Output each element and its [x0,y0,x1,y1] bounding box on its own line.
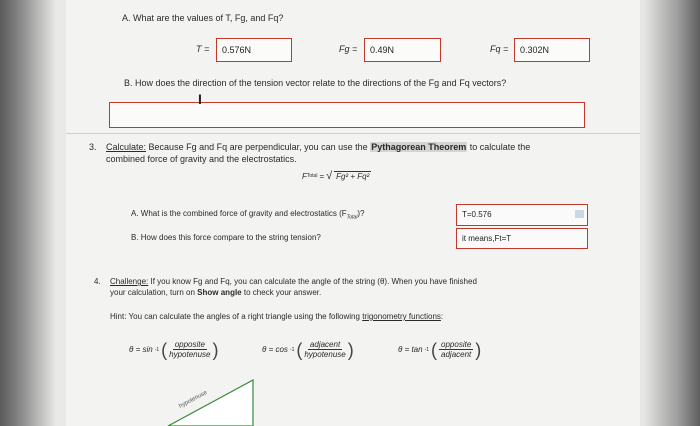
q3-line-1 [106,142,530,152]
q3-text-2: to calculate the [469,142,531,152]
force-compare-value: it means,Ft=T [462,234,512,243]
q3-text-1: Because Fg and Fq are perpendicular, you can use the [148,142,368,152]
t-value-field[interactable] [216,38,292,62]
q4-text-1: If you know Fg and Fq, you can calculate the angle of the string (θ). When you have finished [150,277,477,286]
triangle-diagram [150,378,260,426]
t-label: T = [196,44,210,54]
sin-num: opposite [174,340,205,349]
q4-lead: Challenge: [110,277,149,286]
force-compare-input[interactable] [456,228,588,249]
q3-a-end: )? [357,209,365,218]
tan-lhs: θ = tan [398,345,423,354]
show-angle-label: Show angle [197,288,242,297]
cos-exp: -1 [289,346,295,353]
q3-lead: Calculate: [106,142,147,152]
fg-value-field[interactable] [364,38,441,62]
fg-label: Fg = [339,44,358,54]
tan-num: opposite [441,340,472,349]
cos-den: hypotenuse [304,350,346,359]
fq-value-field[interactable] [514,38,590,62]
formula-lhs: F [302,171,307,181]
q4-hint-text: Hint: You can calculate the angles of a right triangle using the following [110,312,360,321]
tan-formula: θ = tan -1 ( $\frac{\text{opposite}}{\text{adjacent}}$ ) [398,339,482,360]
pythagorean-formula [302,170,371,182]
q4-line-1 [110,277,477,286]
fq-label: Fq = [490,44,509,54]
cos-fraction [304,340,345,359]
section-divider [66,133,640,134]
dropdown-icon[interactable] [575,210,584,218]
q3-a-text: A. What is the combined force of gravity and electrostatics (F [131,209,347,218]
formula-rhs: Fg² + Fq² [336,172,370,181]
pythagorean-link[interactable]: Pythagorean Theorem [371,142,467,152]
q3-b-label: B. How does this force compare to the string tension? [131,233,321,242]
tan-den: adjacent [441,350,472,359]
cos-lhs: θ = cos [262,345,288,354]
q4-hint [110,312,443,321]
q4-number: 4. [94,277,101,286]
cos-formula: θ = cos -1 ( $\frac{\text{adjacent}}{\text{hypotenuse}}$ ) [262,339,354,360]
tan-fraction [439,340,473,359]
combined-force-value: T=0.576 [462,210,492,219]
sin-fraction [169,340,210,359]
question-b-answer-field[interactable] [109,91,585,128]
q3-number: 3. [89,142,97,152]
q4-text-2: your calculation, turn on [110,288,195,297]
q4-hint-end: : [440,312,444,321]
question-a-label: A. What are the values of T, Fg, and Fq? [122,13,284,23]
formula-sub: Total [306,173,318,179]
trigonometry-link[interactable]: trigonometry functions [362,312,441,321]
cos-num: adjacent [309,340,341,349]
formula-eq: = [319,171,325,181]
q4-text-3: to check your answer. [243,288,322,297]
sin-exp: -1 [154,346,160,353]
q4-line-2 [110,288,321,297]
t-value: 0.576N [222,45,252,55]
q3-line-2: combined force of gravity and the electrostatics. [106,154,297,164]
fg-value: 0.49N [370,45,395,55]
sin-lhs: θ = sin [129,345,153,354]
sin-den: hypotenuse [169,350,211,359]
q3-a-label [131,209,364,221]
combined-force-input[interactable] [456,204,588,226]
sqrt-icon: √ [326,170,333,182]
hypotenuse-label: hypotenuse [178,389,209,410]
fq-value: 0.302N [520,45,550,55]
text-cursor-icon: I [198,91,202,107]
q3-a-sub: Total [346,214,358,221]
question-b-label: B. How does the direction of the tension vector relate to the directions of the Fg and Fq vectors? [124,78,507,88]
tan-exp: -1 [424,346,430,353]
sin-formula: θ = sin -1 ( $\frac{\text{opposite}}{\text{hypotenuse}}$ ) [129,339,219,360]
